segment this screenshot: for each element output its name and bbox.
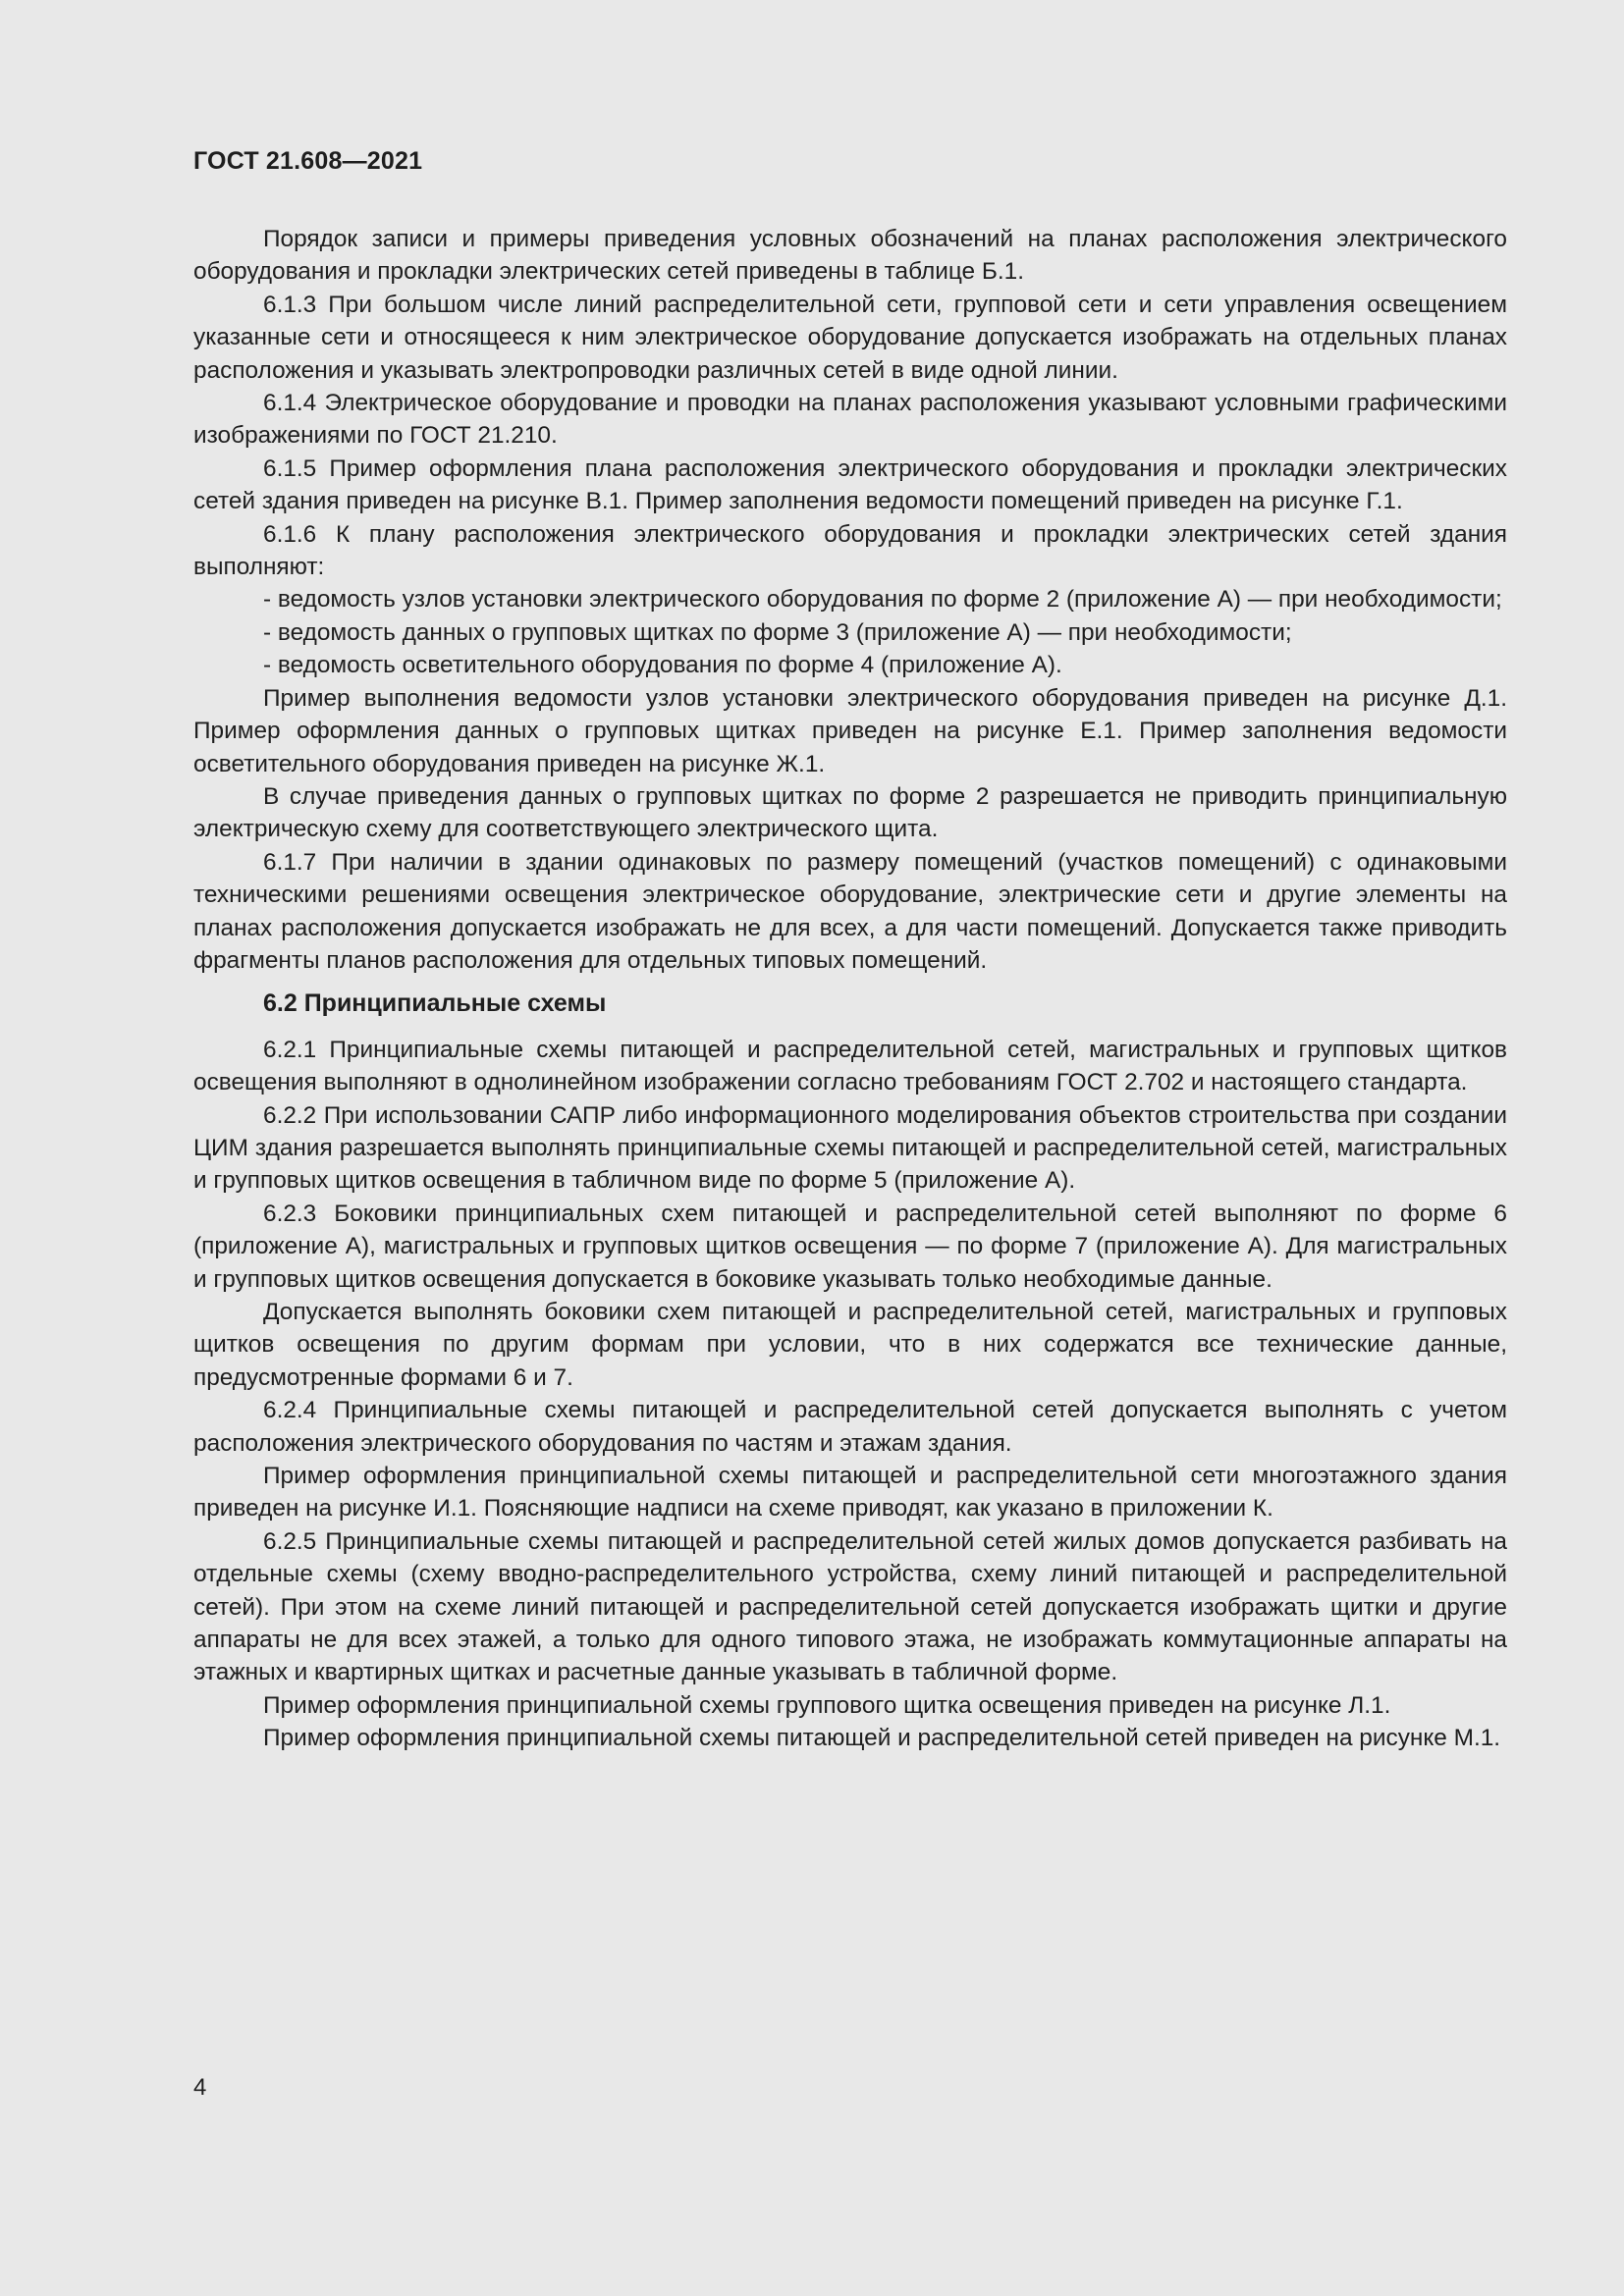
paragraph: Пример оформления принципиальной схемы питающей и распределительной сети многоэтажного здания приведен на рисунке И.1. Поясняющие надписи на схеме приводят, как указано в приложении К. [193,1463,1507,1522]
paragraph-6-2-4: 6.2.4 Принципиальные схемы питающей и распределительной сетей допускается выполнять с учетом расположения электрического оборудования по частям и этажам здания. [193,1397,1507,1457]
list-item: - ведомость узлов установки электрического оборудования по форме 2 (приложение А) — при необходимости; [263,586,1502,614]
paragraph-6-1-4: 6.1.4 Электрическое оборудование и проводки на планах расположения указывают условными графическими изображениями по ГОСТ 21.210. [193,390,1507,450]
paragraph-6-2-3: 6.2.3 Боковики принципиальных схем питающей и распределительной сетей выполняют по форме 6 (приложение А), магистральных и групповых щитков освещения — по форме 7 (приложение А). Для магистральных и групповых щитков освещения допускается в боковике указывать только необходимые данные. [193,1200,1507,1293]
paragraph-6-2-1: 6.2.1 Принципиальные схемы питающей и распределительной сетей, магистральных и групповых щитков освещения выполняют в однолинейном изображении согласно требованиям ГОСТ 2.702 и настоящего стандарта. [193,1036,1507,1096]
paragraph-6-2-2: 6.2.2 При использовании САПР либо информационного моделирования объектов строительства при создании ЦИМ здания разрешается выполнять принципиальные схемы питающей и распределительной сетей, магистральных и групповых щитков освещения в табличном виде по форме 5 (приложение А). [193,1101,1507,1195]
paragraph: Пример оформления принципиальной схемы питающей и распределительной сетей приведен на рисунке М.1. [263,1725,1501,1752]
paragraph-6-1-5: 6.1.5 Пример оформления плана расположения электрического оборудования и прокладки электрических сетей здания приведен на рисунке В.1. Пример заполнения ведомости помещений приведен на рисунке Г.1. [193,454,1507,515]
paragraph-6-2-5: 6.2.5 Принципиальные схемы питающей и распределительной сетей жилых домов допускается разбивать на отдельные схемы (схему вводно-распределительного устройства, схему линий питающей и распределительной сетей). При этом на схеме линий питающей и распределительной сетей допускается изображать щитки и другие аппараты не для всех этажей, а только для одного типового этажа, не изображать коммутационные аппараты на этажных и квартирных щитках и расчетные данные указывать в табличной форме. [193,1527,1507,1686]
list-item: - ведомость данных о групповых щитках по форме 3 (приложение А) — при необходимости; [263,618,1292,646]
paragraph: Пример оформления принципиальной схемы группового щитка освещения приведен на рисунке Л.1. [263,1691,1391,1719]
paragraph: Допускается выполнять боковики схем питающей и распределительной сетей, магистральных и групповых щитков освещения по другим формам при условии, что в них содержатся все технические данные, предусмотренные формами 6 и 7. [193,1299,1507,1391]
document-header: ГОСТ 21.608—2021 [193,147,423,175]
page-number: 4 [193,2074,207,2101]
paragraph-6-1-7: 6.1.7 При наличии в здании одинаковых по размеру помещений (участков помещений) с одинаковыми техническими решениями освещения электрическое оборудование, электрические сети и другие элементы на планах расположения допускается изображать не для всех, а для части помещений. Допускается также приводить фрагменты планов расположения для отдельных типовых помещений. [193,848,1507,974]
section-heading-6-2: 6.2 Принципиальные схемы [263,989,607,1018]
paragraph: Пример выполнения ведомости узлов установки электрического оборудования приведен на рисунке Д.1. Пример оформления данных о групповых щитках приведен на рисунке Е.1. Пример заполнения ведомости осветительного оборудования приведен на рисунке Ж.1. [193,684,1507,777]
paragraph-6-1-3: 6.1.3 При большом числе линий распределительной сети, групповой сети и сети управления освещением указанные сети и относящееся к ним электрическое оборудование допускается изображать на отдельных планах расположения и указывать электропроводки различных сетей в виде одной линии. [193,291,1507,384]
paragraph: Порядок записи и примеры приведения условных обозначений на планах расположения электрического оборудования и прокладки электрических сетей приведены в таблице Б.1. [193,226,1507,286]
document-body [193,223,1507,1755]
paragraph: В случае приведения данных о групповых щитках по форме 2 разрешается не приводить принципиальную электрическую схему для соответствующего электрического щита. [193,782,1507,843]
paragraph-6-1-6: 6.1.6 К плану расположения электрического оборудования и прокладки электрических сетей здания выполняют: [193,520,1507,581]
list-item: - ведомость осветительного оборудования по форме 4 (приложение А). [263,652,1062,679]
